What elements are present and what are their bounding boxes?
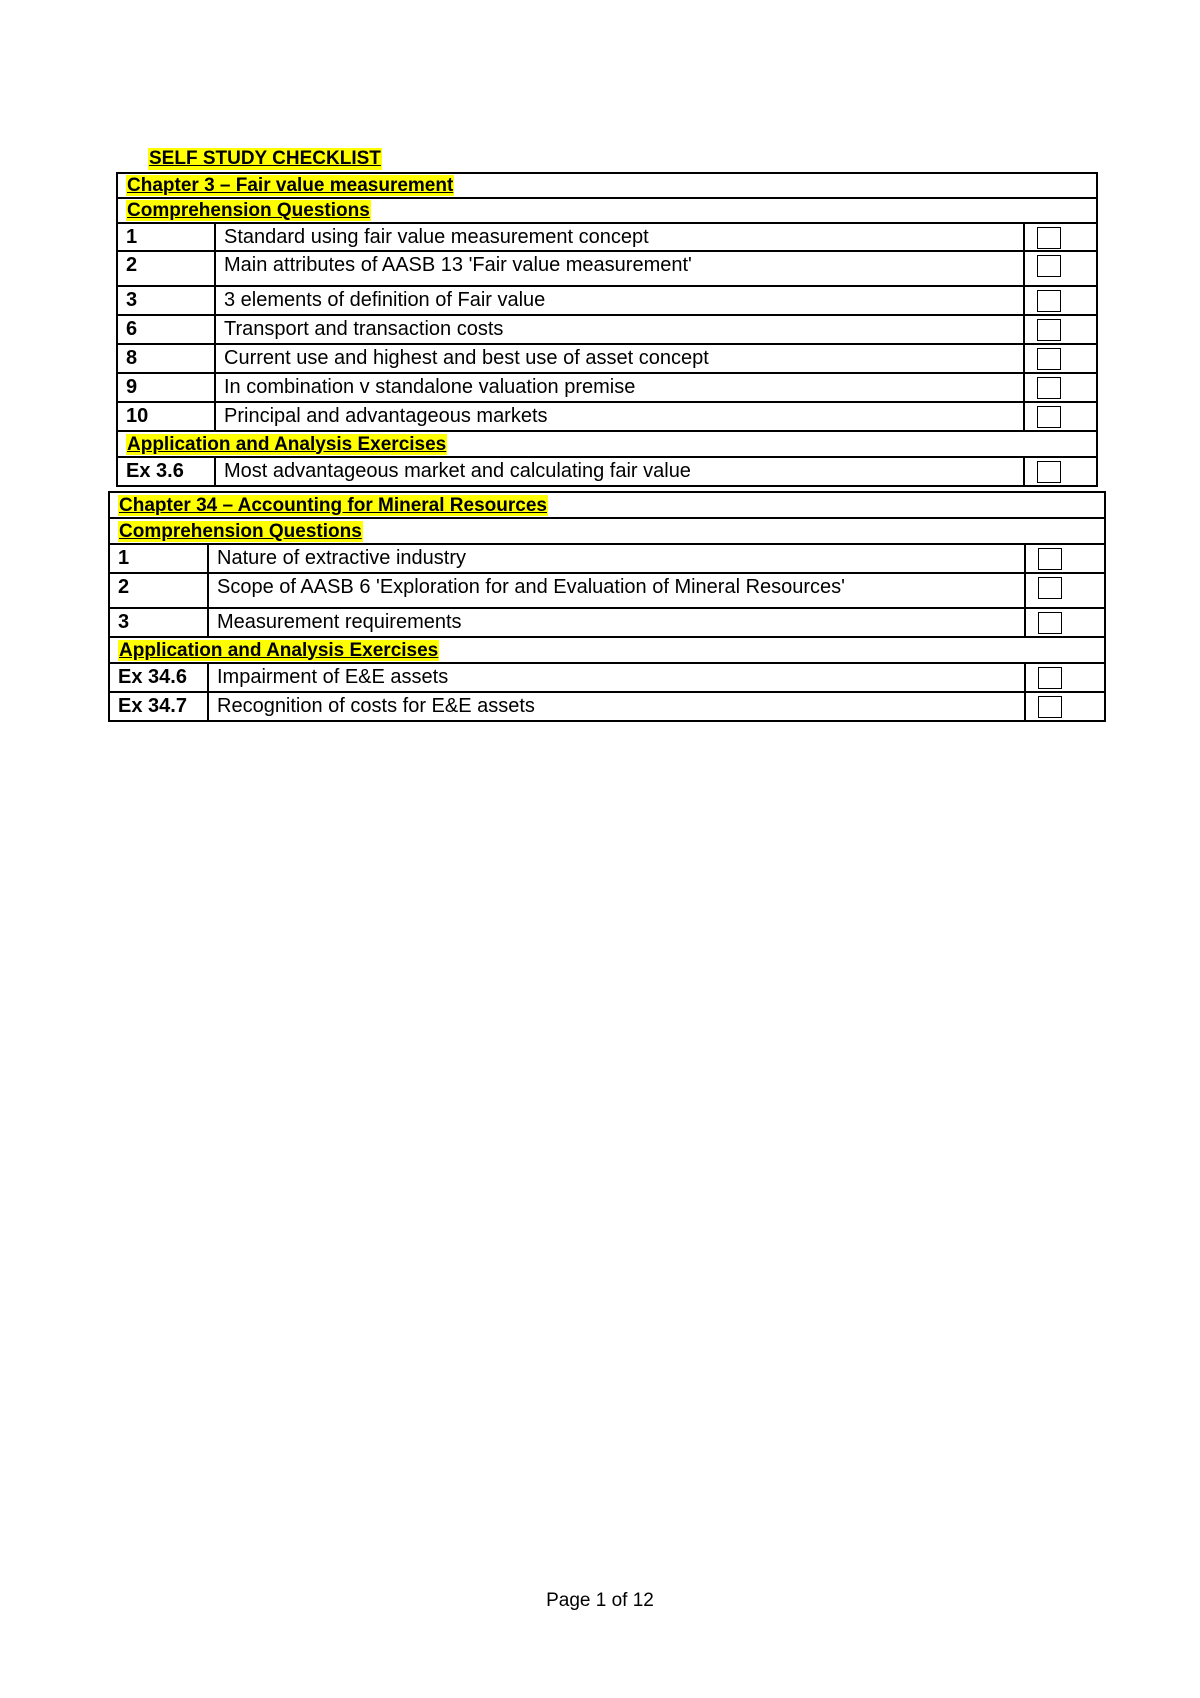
question-text: Main attributes of AASB 13 'Fair value measurement' xyxy=(215,251,1024,286)
question-text: Standard using fair value measurement concept xyxy=(215,223,1024,251)
table-row xyxy=(117,286,1097,315)
question-text: In combination v standalone valuation premise xyxy=(215,373,1024,402)
table-row xyxy=(109,692,1105,721)
question-text: Scope of AASB 6 'Exploration for and Evaluation of Mineral Resources' xyxy=(208,573,1025,608)
chapter-34-application-label: Application and Analysis Exercises xyxy=(109,637,1105,663)
table-row xyxy=(117,251,1097,286)
table-row xyxy=(117,344,1097,373)
exercise-number: Ex 3.6 xyxy=(117,457,215,486)
checkbox[interactable] xyxy=(1037,348,1061,370)
exercise-text: Impairment of E&E assets xyxy=(208,663,1025,692)
chapter-3-heading: Chapter 3 – Fair value measurement xyxy=(117,173,1097,198)
question-number: 2 xyxy=(109,573,208,608)
page-number: Page 1 of 12 xyxy=(546,1590,654,1611)
exercise-number: Ex 34.6 xyxy=(109,663,208,692)
question-number: 8 xyxy=(117,344,215,373)
chapter-34-comprehension-label: Comprehension Questions xyxy=(109,518,1105,544)
checkbox[interactable] xyxy=(1037,319,1061,341)
checkbox[interactable] xyxy=(1037,290,1061,312)
table-row xyxy=(109,573,1105,608)
checkbox[interactable] xyxy=(1037,406,1061,428)
table-row xyxy=(109,663,1105,692)
question-number: 1 xyxy=(109,544,208,573)
table-row xyxy=(109,544,1105,573)
checkbox[interactable] xyxy=(1037,461,1061,483)
question-number: 9 xyxy=(117,373,215,402)
chapter-34-checklist xyxy=(108,491,1106,722)
question-text: Nature of extractive industry xyxy=(208,544,1025,573)
question-text: Measurement requirements xyxy=(208,608,1025,637)
exercise-text: Most advantageous market and calculating fair value xyxy=(215,457,1024,486)
checkbox[interactable] xyxy=(1037,377,1061,399)
question-text: 3 elements of definition of Fair value xyxy=(215,286,1024,315)
chapter-3-comprehension-label: Comprehension Questions xyxy=(117,198,1097,223)
question-text: Principal and advantageous markets xyxy=(215,402,1024,431)
table-row xyxy=(117,223,1097,251)
exercise-text: Recognition of costs for E&E assets xyxy=(208,692,1025,721)
question-number: 6 xyxy=(117,315,215,344)
chapter-34-heading: Chapter 34 – Accounting for Mineral Resources xyxy=(109,492,1105,518)
checkbox[interactable] xyxy=(1038,577,1062,599)
checkbox[interactable] xyxy=(1038,667,1062,689)
table-row xyxy=(117,402,1097,431)
checkbox[interactable] xyxy=(1037,255,1061,277)
table-row xyxy=(117,457,1097,486)
chapter-3-checklist xyxy=(116,172,1098,487)
chapter-3-application-label: Application and Analysis Exercises xyxy=(117,431,1097,457)
question-text: Current use and highest and best use of asset concept xyxy=(215,344,1024,373)
table-row xyxy=(117,373,1097,402)
question-number: 3 xyxy=(117,286,215,315)
table-row xyxy=(109,608,1105,637)
question-number: 2 xyxy=(117,251,215,286)
checkbox[interactable] xyxy=(1038,548,1062,570)
page-title: SELF STUDY CHECKLIST xyxy=(149,148,381,169)
question-number: 1 xyxy=(117,223,215,251)
table-row xyxy=(117,315,1097,344)
checkbox[interactable] xyxy=(1038,612,1062,634)
checkbox[interactable] xyxy=(1037,227,1061,249)
question-number: 3 xyxy=(109,608,208,637)
question-number: 10 xyxy=(117,402,215,431)
checkbox[interactable] xyxy=(1038,696,1062,718)
exercise-number: Ex 34.7 xyxy=(109,692,208,721)
question-text: Transport and transaction costs xyxy=(215,315,1024,344)
